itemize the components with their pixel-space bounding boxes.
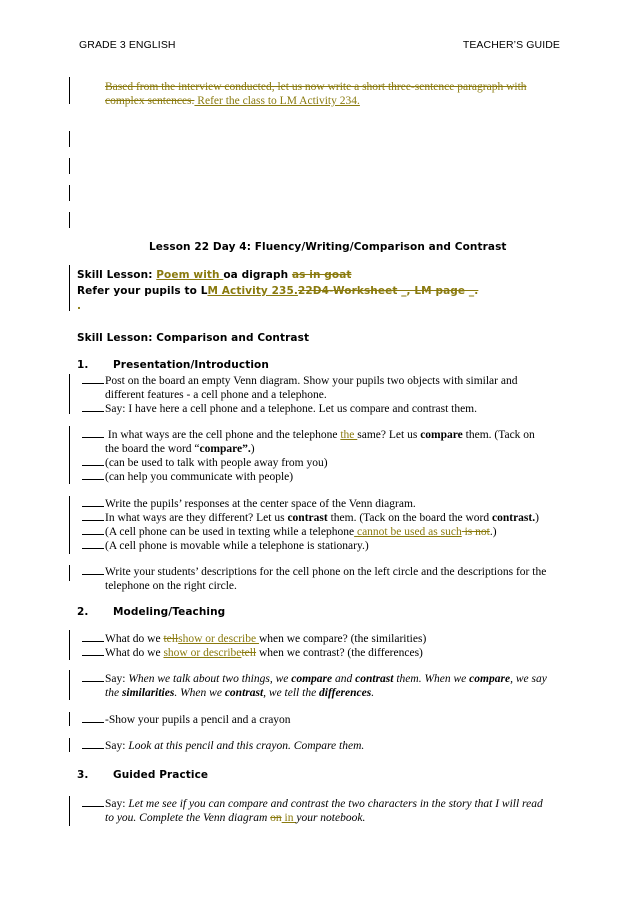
p2-line-2: the board the word “compare”.) [105, 443, 255, 455]
inserted-text: in [281, 812, 297, 824]
p2-line-1: In what ways are the cell phone and the telephone the same? Let us compare them. (Tack on [82, 428, 535, 442]
change-bar [69, 712, 70, 726]
deleted-text: tell [241, 647, 257, 659]
p3-line-1: Write the pupils’ responses at the center space of the Venn diagram. [82, 497, 416, 511]
change-bar [69, 265, 70, 311]
header-left: GRADE 3 ENGLISH [79, 39, 176, 51]
p1-line-1: Post on the board an empty Venn diagram. Show your pupils two objects with similar and [82, 374, 517, 388]
change-bar [69, 796, 70, 826]
lesson-title: Lesson 22 Day 4: Fluency/Writing/Comparison and Contrast [149, 241, 507, 253]
section-1-heading: 1. Presentation/Introduction [77, 359, 269, 371]
inserted-text: show or describe [178, 633, 259, 645]
deleted-text: complex sentences. [105, 95, 195, 107]
inserted-text: cannot be used as such [354, 526, 462, 538]
intro-line-2 [105, 94, 360, 108]
refer-line: Refer your pupils to LM Activity 235.22D4-Worksheet _, LM page _. [77, 285, 479, 297]
p1-line-2: different features - a cell phone and a telephone. [105, 389, 327, 401]
change-bar [69, 185, 70, 201]
p3-line-4: (A cell phone is movable while a telephone is stationary.) [82, 539, 369, 553]
m5-line: Say: Look at this pencil and this crayon. Compare them. [82, 739, 364, 753]
skill-lesson-2: Skill Lesson: Comparison and Contrast [77, 332, 310, 344]
inserted-text: Poem with [156, 269, 224, 281]
deleted-text: 22D4-Worksheet _, LM page _. [297, 285, 479, 297]
p1-line-3: Say: I have here a cell phone and a telephone. Let us compare and contrast them. [82, 402, 477, 416]
deleted-text: as in goat [291, 269, 352, 281]
deleted-text: is not [461, 526, 490, 538]
deleted-text: on [270, 812, 282, 824]
change-bar [69, 565, 70, 581]
change-bar [69, 131, 70, 147]
change-bar [69, 496, 70, 554]
header-right: TEACHER’S GUIDE [462, 39, 560, 51]
p4-line-1: Write your students’ descriptions for the cell phone on the left circle and the descriptions for the [82, 565, 546, 579]
m3-line-1: Say: When we talk about two things, we compare and contrast them. When we compare, we say [82, 672, 547, 686]
p4-line-2: telephone on the right circle. [105, 580, 237, 592]
change-bar [69, 630, 70, 660]
section-3-heading: 3. Guided Practice [77, 769, 209, 781]
refer-dot: . [77, 300, 82, 312]
change-bar [69, 738, 70, 752]
m4-line: -Show your pupils a pencil and a crayon [82, 713, 291, 727]
m3-line-2: the similarities. When we contrast, we tell the differences. [105, 687, 375, 699]
change-bar [69, 212, 70, 228]
inserted-text: Refer the class to LM Activity 234. [194, 95, 360, 107]
p2-line-4: (can help you communicate with people) [82, 470, 293, 484]
m1-line: What do we tellshow or describe when we compare? (the similarities) [82, 632, 426, 646]
deleted-text: Based from the interview conducted, let us now write a short three-sentence paragraph with [105, 81, 527, 93]
deleted-text: tell [163, 633, 179, 645]
p2-line-3: (can be used to talk with people away from you) [82, 456, 328, 470]
change-bar [69, 374, 70, 414]
intro-line-1 [105, 80, 527, 94]
g1-line-2: to you. Complete the Venn diagram on in your notebook. [105, 812, 366, 824]
p3-line-3: (A cell phone can be used in texting while a telephone cannot be used as such is not.) [82, 525, 497, 539]
inserted-text: show or describe [163, 647, 242, 659]
inserted-text: M Activity 235. [207, 285, 298, 297]
change-bar [69, 158, 70, 174]
skill-lesson-1: Skill Lesson: Poem with oa digraph as in goat [77, 269, 352, 281]
g1-line-1: Say: Let me see if you can compare and contrast the two characters in the story that I will read [82, 797, 543, 811]
p3-line-2: In what ways are they different? Let us contrast them. (Tack on the board the word contrast.) [82, 511, 539, 525]
inserted-text: the [340, 429, 358, 441]
m2-line: What do we show or describetell when we contrast? (the differences) [82, 646, 423, 660]
change-bar [69, 426, 70, 484]
section-2-heading: 2. Modeling/Teaching [77, 606, 226, 618]
change-bar [69, 77, 70, 104]
change-bar [69, 670, 70, 700]
